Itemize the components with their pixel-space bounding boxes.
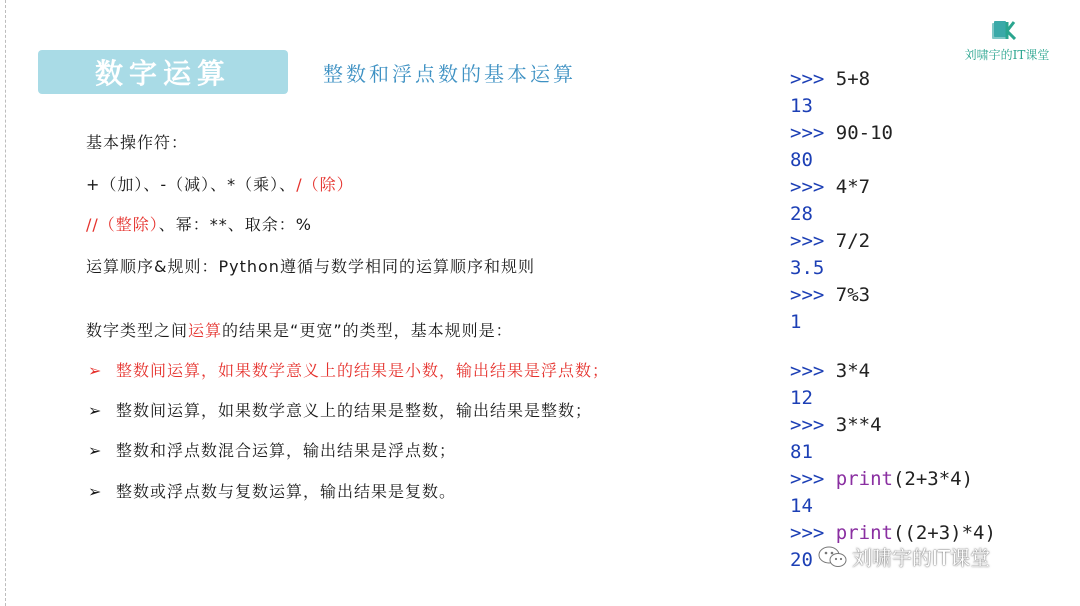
rule-text-b: 的结果是“更宽”的类型，基本规则是： [222, 321, 513, 340]
operators-basic: +（加）、-（减）、*（乘）、 [86, 175, 297, 194]
console-expression: 3**4 [835, 414, 882, 436]
console-input-line [790, 68, 870, 90]
book-tk-icon [992, 20, 1016, 40]
console-output-line: 12 [790, 387, 813, 409]
operators-line-2 [86, 212, 312, 235]
console-input-line [790, 122, 893, 144]
console-expression: 90-10 [835, 122, 893, 144]
console-keyword: print [835, 522, 893, 544]
console-prompt: >>> [790, 176, 825, 198]
operators-line-1 [86, 172, 354, 195]
slide-subtitle: 整数和浮点数的基本运算 [323, 62, 576, 86]
type-widening-rule [86, 318, 513, 341]
console-prompt: >>> [790, 122, 825, 144]
slide-title: 数字运算 [94, 57, 231, 90]
console-input-line [790, 468, 973, 490]
console-output-line: 13 [790, 95, 813, 117]
arrow-bullet-icon: ➢ [88, 401, 103, 420]
operator-divide: /（除） [296, 175, 354, 194]
wechat-icon [818, 545, 848, 569]
console-keyword: print [835, 468, 893, 490]
console-prompt: >>> [790, 360, 825, 382]
console-input-line [790, 284, 870, 306]
console-output-line: 81 [790, 441, 813, 463]
console-expression: 3*4 [835, 360, 871, 382]
console-expression: 4*7 [835, 176, 871, 198]
list-item [88, 358, 609, 381]
rule-text-highlight: 运算 [188, 321, 223, 340]
logo-text: 刘啸宇的IT课堂 [964, 48, 1050, 62]
operator-floor-divide: //（整除） [86, 215, 159, 234]
console-output-line: 3.5 [790, 257, 825, 279]
arrow-bullet-icon: ➢ [88, 361, 103, 380]
list-item-text: 整数和浮点数混合运算，输出结果是浮点数； [116, 441, 457, 460]
python-console [790, 68, 1075, 588]
console-input-line [790, 522, 996, 544]
console-output-line: 28 [790, 203, 813, 225]
arrow-bullet-icon: ➢ [88, 441, 103, 460]
console-expression: (2+3*4) [892, 468, 974, 490]
operator-precedence-rule: 运算顺序&规则：Python遵循与数学相同的运算顺序和规则 [86, 257, 535, 276]
console-expression: 7%3 [835, 284, 871, 306]
console-input-line [790, 360, 870, 382]
console-input-line [790, 230, 870, 252]
console-prompt: >>> [790, 284, 825, 306]
console-prompt: >>> [790, 230, 825, 252]
slide-title-box [38, 50, 288, 94]
arrow-bullet-icon: ➢ [88, 482, 103, 501]
console-expression: ((2+3)*4) [892, 522, 996, 544]
list-item [88, 398, 592, 421]
rule-text-a: 数字类型之间 [86, 321, 189, 340]
list-item-text: 整数或浮点数与复数运算，输出结果是复数。 [116, 482, 457, 501]
left-dashed-border [5, 0, 6, 606]
operators-power-mod: 、幂：**、取余：% [158, 215, 313, 234]
console-expression: 7/2 [835, 230, 871, 252]
console-expression: 5+8 [835, 68, 871, 90]
console-output-line: 14 [790, 495, 813, 517]
watermark [818, 542, 990, 571]
list-item-text: 整数间运算，如果数学意义上的结果是整数，输出结果是整数； [116, 401, 593, 420]
operators-heading: 基本操作符： [86, 133, 189, 152]
console-output-line: 80 [790, 149, 813, 171]
list-item-text: 整数间运算，如果数学意义上的结果是小数，输出结果是浮点数； [116, 361, 610, 380]
console-input-line [790, 176, 870, 198]
console-prompt: >>> [790, 468, 825, 490]
console-input-line [790, 414, 882, 436]
watermark-text: 刘啸宇的IT课堂 [852, 546, 991, 570]
logo [952, 18, 1062, 68]
console-output-line: 20 [790, 549, 813, 571]
list-item [88, 438, 456, 461]
console-prompt: >>> [790, 522, 825, 544]
console-prompt: >>> [790, 68, 825, 90]
console-prompt: >>> [790, 414, 825, 436]
console-output-line: 1 [790, 311, 802, 333]
list-item [88, 479, 456, 502]
